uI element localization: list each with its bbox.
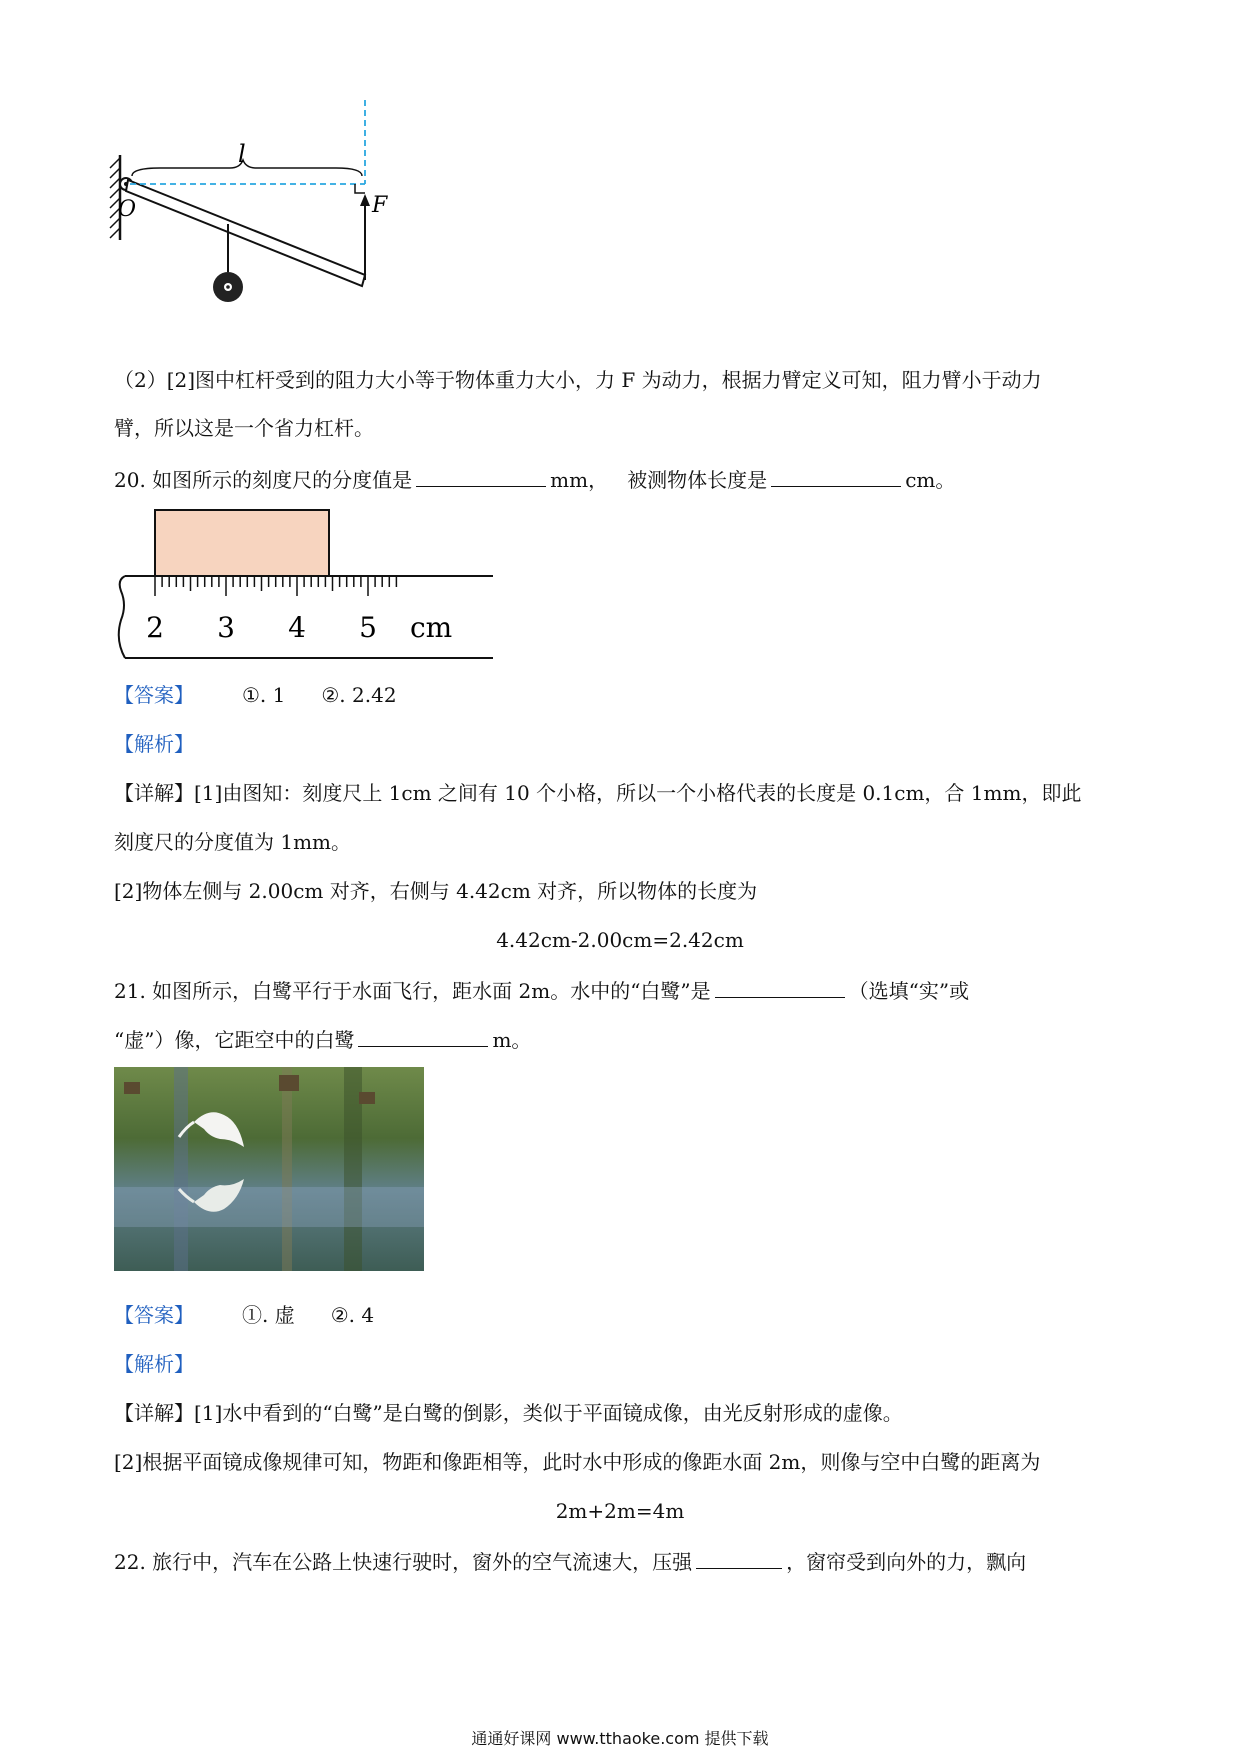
q20-unit2: cm。 bbox=[905, 468, 956, 492]
q19-explain-line1: （2）[2]图中杠杆受到的阻力大小等于物体重力大小，力 F 为动力，根据力臂定义可知，阻力臂小于动力 bbox=[114, 368, 1042, 392]
q21-detail-line1: 【详解】[1]水中看到的“白鹭”是白鹭的倒影，类似于平面镜成像，由光反射形成的虚像。 bbox=[114, 1401, 903, 1425]
ruler-label-5: 5 bbox=[359, 611, 377, 644]
ruler-label-2: 2 bbox=[146, 611, 164, 644]
q21-detail-line2: [2]根据平面镜成像规律可知，物距和像距相等，此时水中形成的像距水面 2m，则像与空中白鹭的距离为 bbox=[114, 1450, 1041, 1474]
q21-analysis-tag: 【解析】 bbox=[114, 1352, 194, 1376]
q21-stem-line2-part1: “虚”）像，它距空中的白鹭 bbox=[114, 1028, 355, 1052]
ruler-label-3: 3 bbox=[217, 611, 235, 644]
q21-stem-line2-part2: m。 bbox=[492, 1028, 532, 1052]
q21-stem-line1 bbox=[114, 975, 969, 1005]
q21-blank-2[interactable] bbox=[358, 1024, 488, 1047]
lever-label-o: O bbox=[118, 197, 137, 222]
egret-photo bbox=[114, 1067, 424, 1271]
q20-blank-2[interactable] bbox=[771, 464, 901, 487]
lever-figure bbox=[100, 100, 460, 350]
q22-stem bbox=[114, 1546, 1026, 1576]
q20-answer bbox=[114, 681, 397, 709]
q20-stem bbox=[114, 464, 955, 494]
q20-answer1: ①. 1 bbox=[242, 683, 286, 707]
q22-blank-1[interactable] bbox=[696, 1546, 782, 1569]
q20-stem-part1: 20. 如图所示的刻度尺的分度值是 bbox=[114, 468, 413, 492]
q21-answer bbox=[114, 1301, 374, 1329]
q21-blank-1[interactable] bbox=[715, 975, 845, 998]
q22-stem-part2: ，窗帘受到向外的力，飘向 bbox=[786, 1550, 1027, 1574]
q20-formula: 4.42cm-2.00cm=2.42cm bbox=[496, 928, 744, 952]
q21-answer-tag: 【答案】 bbox=[114, 1303, 194, 1327]
measured-block bbox=[155, 510, 329, 576]
q21-stem-line1-part2: （选填“实”或 bbox=[848, 979, 970, 1003]
lever-label-l: l bbox=[238, 140, 246, 168]
ruler-label-4: 4 bbox=[288, 611, 306, 644]
page-footer: 通通好课网 www.tthaoke.com 提供下载 bbox=[471, 1729, 769, 1748]
ruler-unit: cm bbox=[410, 611, 453, 644]
q21-stem-line2 bbox=[114, 1024, 531, 1054]
q22-stem-part1: 22. 旅行中，汽车在公路上快速行驶时，窗外的空气流速大，压强 bbox=[114, 1550, 693, 1574]
q20-stem-part2: 被测物体长度是 bbox=[627, 468, 768, 492]
ruler-figure bbox=[115, 505, 495, 665]
q20-detail-line3: [2]物体左侧与 2.00cm 对齐，右侧与 4.42cm 对齐，所以物体的长度为 bbox=[114, 879, 758, 903]
q19-explain-line2: 臂，所以这是一个省力杠杆。 bbox=[114, 416, 374, 440]
q20-analysis-tag: 【解析】 bbox=[114, 732, 194, 756]
q20-unit1: mm， bbox=[550, 468, 609, 492]
q21-answer1: ①. 虚 bbox=[242, 1303, 295, 1327]
q21-answer2: ②. 4 bbox=[330, 1303, 375, 1327]
q20-answer-tag: 【答案】 bbox=[114, 683, 194, 707]
q20-detail-line2: 刻度尺的分度值为 1mm。 bbox=[114, 830, 352, 854]
lever-label-f: F bbox=[372, 193, 388, 218]
q20-detail-line1: 【详解】[1]由图知：刻度尺上 1cm 之间有 10 个小格，所以一个小格代表的长度是 0.1cm，合 1mm，即此 bbox=[114, 781, 1082, 805]
q20-answer2: ②. 2.42 bbox=[321, 683, 397, 707]
q21-stem-line1-part1: 21. 如图所示，白鹭平行于水面飞行，距水面 2m。水中的“白鹭”是 bbox=[114, 979, 711, 1003]
q21-formula: 2m+2m=4m bbox=[555, 1499, 685, 1523]
q20-blank-1[interactable] bbox=[416, 464, 546, 487]
